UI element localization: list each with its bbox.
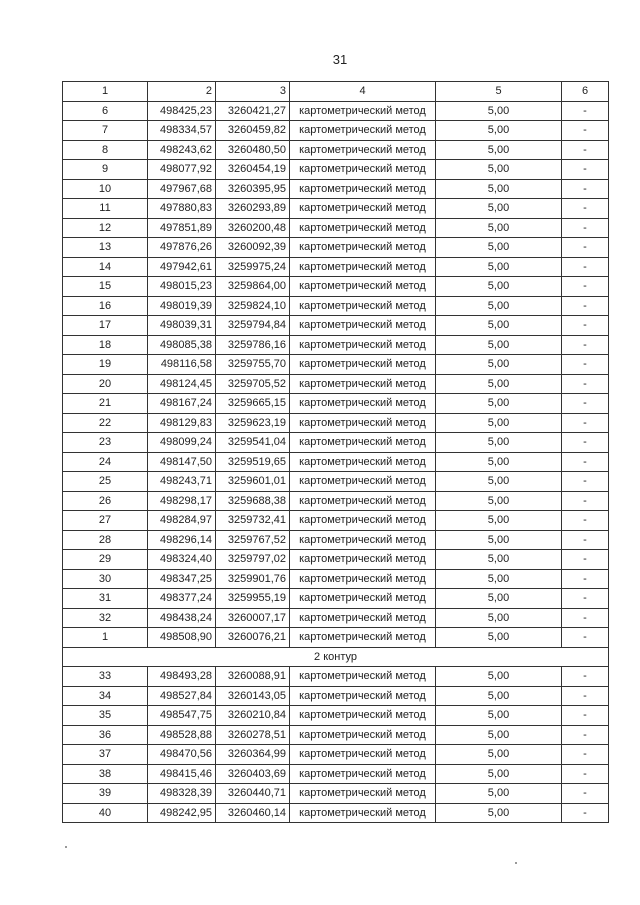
table-cell-col-4: картометрический метод	[290, 706, 436, 726]
table-row	[63, 277, 609, 297]
table-cell-col-4: 4	[290, 82, 436, 102]
table-cell-col-2: 498324,40	[148, 550, 216, 570]
table-cell-col-5: 5,00	[436, 394, 562, 414]
table-cell-col-3: 3260480,50	[216, 140, 290, 160]
table-cell-col-5: 5,00	[436, 472, 562, 492]
table-cell-col-3: 3259901,76	[216, 569, 290, 589]
table-cell-col-2: 498243,62	[148, 140, 216, 160]
page-number: 31	[332, 52, 348, 67]
table-cell-col-5: 5,00	[436, 784, 562, 804]
table-cell-col-2: 497942,61	[148, 257, 216, 277]
table-row	[63, 394, 609, 414]
table-row	[63, 452, 609, 472]
table-cell-col-5: 5,00	[436, 316, 562, 336]
table-row	[63, 491, 609, 511]
table-cell-col-3: 3260210,84	[216, 706, 290, 726]
table-row	[63, 140, 609, 160]
table-cell-col-3: 3259767,52	[216, 530, 290, 550]
table-row	[63, 101, 609, 121]
table-cell-col-5: 5,00	[436, 628, 562, 648]
table-cell-col-2: 498334,57	[148, 121, 216, 141]
table-row	[63, 413, 609, 433]
table-row	[63, 218, 609, 238]
table-cell-col-6: -	[562, 706, 609, 726]
table-cell-col-2: 498377,24	[148, 589, 216, 609]
table-cell-col-6: -	[562, 296, 609, 316]
table-cell-col-3: 3	[216, 82, 290, 102]
table-cell-col-5: 5,00	[436, 491, 562, 511]
table-row	[63, 257, 609, 277]
contour-label: 2 контур	[63, 647, 609, 667]
table-cell-col-2: 498298,17	[148, 491, 216, 511]
table-row	[63, 472, 609, 492]
table-cell-col-3: 3259601,01	[216, 472, 290, 492]
table-cell-col-6: -	[562, 667, 609, 687]
table-row	[63, 667, 609, 687]
table-cell-col-6: -	[562, 803, 609, 823]
table-cell-col-1: 9	[63, 160, 148, 180]
table-cell-col-2: 498085,38	[148, 335, 216, 355]
table-cell-col-1: 12	[63, 218, 148, 238]
table-cell-col-6: -	[562, 745, 609, 765]
table-cell-col-1: 19	[63, 355, 148, 375]
table-cell-col-5: 5,00	[436, 160, 562, 180]
table-row	[63, 589, 609, 609]
table-cell-col-1: 32	[63, 608, 148, 628]
table-cell-col-4: картометрический метод	[290, 335, 436, 355]
table-cell-col-1: 40	[63, 803, 148, 823]
table-cell-col-1: 21	[63, 394, 148, 414]
table-cell-col-5: 5,00	[436, 433, 562, 453]
table-row	[63, 706, 609, 726]
table-cell-col-3: 3260293,89	[216, 199, 290, 219]
table-cell-col-5: 5,00	[436, 140, 562, 160]
table-cell-col-4: картометрический метод	[290, 511, 436, 531]
table-cell-col-6: -	[562, 511, 609, 531]
table-cell-col-3: 3259797,02	[216, 550, 290, 570]
table-cell-col-4: картометрический метод	[290, 218, 436, 238]
table-cell-col-3: 3259794,84	[216, 316, 290, 336]
table-row	[63, 238, 609, 258]
table-cell-col-1: 22	[63, 413, 148, 433]
table-cell-col-6: -	[562, 257, 609, 277]
scan-dot	[65, 846, 67, 848]
table-cell-col-2: 498077,92	[148, 160, 216, 180]
table-cell-col-6: -	[562, 589, 609, 609]
table-cell-col-5: 5,00	[436, 530, 562, 550]
table-cell-col-2: 498296,14	[148, 530, 216, 550]
table-cell-col-1: 26	[63, 491, 148, 511]
table-cell-col-5: 5,00	[436, 608, 562, 628]
table-cell-col-5: 5,00	[436, 686, 562, 706]
table-cell-col-5: 5,00	[436, 452, 562, 472]
table-cell-col-2: 498438,24	[148, 608, 216, 628]
table-row	[63, 550, 609, 570]
table-cell-col-3: 3260076,21	[216, 628, 290, 648]
table-cell-col-4: картометрический метод	[290, 784, 436, 804]
table-cell-col-2: 498167,24	[148, 394, 216, 414]
table-cell-col-2: 2	[148, 82, 216, 102]
table-cell-col-6: -	[562, 413, 609, 433]
table-cell-col-6: -	[562, 452, 609, 472]
table-cell-col-1: 7	[63, 121, 148, 141]
table-cell-col-5: 5,00	[436, 296, 562, 316]
table-cell-col-2: 498528,88	[148, 725, 216, 745]
table-cell-col-4: картометрический метод	[290, 608, 436, 628]
table-cell-col-6: -	[562, 764, 609, 784]
table-cell-col-1: 11	[63, 199, 148, 219]
table-row	[63, 569, 609, 589]
table-cell-col-1: 31	[63, 589, 148, 609]
table-row	[63, 433, 609, 453]
table-cell-col-6: 6	[562, 82, 609, 102]
table-cell-col-2: 498242,95	[148, 803, 216, 823]
table-cell-col-4: картометрический метод	[290, 686, 436, 706]
table-cell-col-2: 498328,39	[148, 784, 216, 804]
table-cell-col-3: 3259975,24	[216, 257, 290, 277]
table-cell-col-5: 5,00	[436, 199, 562, 219]
table-cell-col-1: 36	[63, 725, 148, 745]
table-cell-col-4: картометрический метод	[290, 179, 436, 199]
table-cell-col-3: 3260143,05	[216, 686, 290, 706]
table-cell-col-5: 5,00	[436, 238, 562, 258]
table-cell-col-1: 23	[63, 433, 148, 453]
table-cell-col-2: 498508,90	[148, 628, 216, 648]
table-cell-col-6: -	[562, 608, 609, 628]
table-cell-col-5: 5,00	[436, 335, 562, 355]
table-cell-col-3: 3259519,65	[216, 452, 290, 472]
table-cell-col-4: картометрический метод	[290, 121, 436, 141]
table-cell-col-1: 14	[63, 257, 148, 277]
table-cell-col-3: 3259705,52	[216, 374, 290, 394]
table-cell-col-4: картометрический метод	[290, 803, 436, 823]
table-cell-col-6: -	[562, 238, 609, 258]
table-cell-col-6: -	[562, 179, 609, 199]
table-cell-col-1: 18	[63, 335, 148, 355]
table-cell-col-3: 3260403,69	[216, 764, 290, 784]
table-cell-col-2: 498547,75	[148, 706, 216, 726]
table-cell-col-4: картометрический метод	[290, 764, 436, 784]
table-cell-col-4: картометрический метод	[290, 316, 436, 336]
table-cell-col-4: картометрический метод	[290, 433, 436, 453]
table-cell-col-3: 3260200,48	[216, 218, 290, 238]
table-cell-col-4: картометрический метод	[290, 472, 436, 492]
table-cell-col-5: 5,00	[436, 413, 562, 433]
table-cell-col-5: 5,00	[436, 374, 562, 394]
table-cell-col-4: картометрический метод	[290, 160, 436, 180]
scan-dot	[515, 862, 517, 864]
table-cell-col-4: картометрический метод	[290, 452, 436, 472]
table-cell-col-6: -	[562, 140, 609, 160]
table-cell-col-4: картометрический метод	[290, 745, 436, 765]
table-cell-col-6: -	[562, 277, 609, 297]
table-cell-col-3: 3260088,91	[216, 667, 290, 687]
table-cell-col-5: 5,00	[436, 589, 562, 609]
table-cell-col-6: -	[562, 199, 609, 219]
table-cell-col-4: картометрический метод	[290, 550, 436, 570]
table-row	[63, 316, 609, 336]
table-cell-col-4: картометрический метод	[290, 374, 436, 394]
contour-heading-row	[63, 647, 609, 667]
table-row	[63, 179, 609, 199]
table-cell-col-4: картометрический метод	[290, 257, 436, 277]
table-cell-col-1: 39	[63, 784, 148, 804]
table-cell-col-4: картометрический метод	[290, 355, 436, 375]
table-cell-col-6: -	[562, 218, 609, 238]
table-cell-col-5: 5,00	[436, 277, 562, 297]
table-cell-col-4: картометрический метод	[290, 589, 436, 609]
table-cell-col-2: 498425,23	[148, 101, 216, 121]
table-row	[63, 608, 609, 628]
table-cell-col-1: 30	[63, 569, 148, 589]
table-cell-col-1: 28	[63, 530, 148, 550]
table-cell-col-5: 5,00	[436, 101, 562, 121]
table-cell-col-3: 3259688,38	[216, 491, 290, 511]
table-cell-col-3: 3259665,15	[216, 394, 290, 414]
table-cell-col-5: 5,00	[436, 218, 562, 238]
table-cell-col-4: картометрический метод	[290, 394, 436, 414]
table-cell-col-3: 3259864,00	[216, 277, 290, 297]
table-row	[63, 335, 609, 355]
table-cell-col-4: картометрический метод	[290, 628, 436, 648]
table-cell-col-4: картометрический метод	[290, 296, 436, 316]
table-cell-col-2: 497880,83	[148, 199, 216, 219]
table-row	[63, 160, 609, 180]
table-cell-col-1: 29	[63, 550, 148, 570]
table-cell-col-3: 3259955,19	[216, 589, 290, 609]
table-row	[63, 764, 609, 784]
table-cell-col-2: 498415,46	[148, 764, 216, 784]
table-cell-col-6: -	[562, 394, 609, 414]
table-cell-col-1: 35	[63, 706, 148, 726]
table-cell-col-4: картометрический метод	[290, 238, 436, 258]
table-cell-col-2: 498284,97	[148, 511, 216, 531]
table-cell-col-6: -	[562, 472, 609, 492]
table-cell-col-6: -	[562, 725, 609, 745]
table-row	[63, 725, 609, 745]
table-cell-col-1: 34	[63, 686, 148, 706]
table-cell-col-3: 3259786,16	[216, 335, 290, 355]
table-cell-col-2: 498147,50	[148, 452, 216, 472]
table-row	[63, 511, 609, 531]
table-cell-col-4: картометрический метод	[290, 413, 436, 433]
table-cell-col-3: 3260459,82	[216, 121, 290, 141]
table-cell-col-1: 17	[63, 316, 148, 336]
table-cell-col-1: 25	[63, 472, 148, 492]
table-row	[63, 803, 609, 823]
table-cell-col-5: 5,00	[436, 511, 562, 531]
table-row	[63, 199, 609, 219]
table-cell-col-5: 5,00	[436, 257, 562, 277]
table-cell-col-2: 498527,84	[148, 686, 216, 706]
table-cell-col-2: 498039,31	[148, 316, 216, 336]
table-cell-col-2: 498015,23	[148, 277, 216, 297]
table-header-row	[63, 82, 609, 102]
table-cell-col-6: -	[562, 433, 609, 453]
table-cell-col-5: 5,00	[436, 725, 562, 745]
table-cell-col-3: 3260421,27	[216, 101, 290, 121]
table-cell-col-2: 498470,56	[148, 745, 216, 765]
table-cell-col-3: 3260395,95	[216, 179, 290, 199]
table-cell-col-5: 5,00	[436, 745, 562, 765]
table-cell-col-1: 8	[63, 140, 148, 160]
table-cell-col-6: -	[562, 160, 609, 180]
table-cell-col-2: 497876,26	[148, 238, 216, 258]
coordinates-table	[62, 81, 609, 823]
table-cell-col-4: картометрический метод	[290, 101, 436, 121]
table-cell-col-3: 3260092,39	[216, 238, 290, 258]
table-row	[63, 686, 609, 706]
table-cell-col-1: 13	[63, 238, 148, 258]
table-cell-col-1: 10	[63, 179, 148, 199]
table-cell-col-6: -	[562, 686, 609, 706]
table-cell-col-3: 3260364,99	[216, 745, 290, 765]
table-cell-col-3: 3260440,71	[216, 784, 290, 804]
table-cell-col-1: 27	[63, 511, 148, 531]
table-cell-col-2: 498347,25	[148, 569, 216, 589]
table-cell-col-2: 498019,39	[148, 296, 216, 316]
table-cell-col-5: 5,00	[436, 803, 562, 823]
table-cell-col-5: 5,00	[436, 667, 562, 687]
table-cell-col-6: -	[562, 569, 609, 589]
table-cell-col-5: 5,00	[436, 121, 562, 141]
table-cell-col-3: 3259755,70	[216, 355, 290, 375]
table-cell-col-2: 498116,58	[148, 355, 216, 375]
table-row	[63, 374, 609, 394]
table-cell-col-4: картометрический метод	[290, 569, 436, 589]
table-cell-col-1: 33	[63, 667, 148, 687]
table-cell-col-4: картометрический метод	[290, 140, 436, 160]
table-cell-col-1: 1	[63, 82, 148, 102]
table-cell-col-6: -	[562, 628, 609, 648]
table-cell-col-3: 3259824,10	[216, 296, 290, 316]
table-cell-col-4: картометрический метод	[290, 491, 436, 511]
table-cell-col-5: 5,00	[436, 764, 562, 784]
table-cell-col-3: 3260278,51	[216, 725, 290, 745]
table-cell-col-3: 3259623,19	[216, 413, 290, 433]
table-cell-col-5: 5,00	[436, 179, 562, 199]
table-cell-col-2: 498493,28	[148, 667, 216, 687]
table-cell-col-3: 3260454,19	[216, 160, 290, 180]
table-cell-col-2: 498099,24	[148, 433, 216, 453]
table-cell-col-1: 15	[63, 277, 148, 297]
table-cell-col-2: 498129,83	[148, 413, 216, 433]
table-cell-col-5: 5	[436, 82, 562, 102]
table-row	[63, 355, 609, 375]
table-cell-col-1: 6	[63, 101, 148, 121]
table-cell-col-2: 498243,71	[148, 472, 216, 492]
table-cell-col-4: картометрический метод	[290, 277, 436, 297]
table-cell-col-1: 37	[63, 745, 148, 765]
table-row	[63, 296, 609, 316]
table-cell-col-1: 16	[63, 296, 148, 316]
table-cell-col-6: -	[562, 491, 609, 511]
table-cell-col-3: 3259732,41	[216, 511, 290, 531]
table-cell-col-4: картометрический метод	[290, 530, 436, 550]
table-cell-col-6: -	[562, 784, 609, 804]
table-cell-col-4: картометрический метод	[290, 725, 436, 745]
table-row	[63, 628, 609, 648]
table-cell-col-6: -	[562, 530, 609, 550]
table-cell-col-4: картометрический метод	[290, 667, 436, 687]
table-cell-col-4: картометрический метод	[290, 199, 436, 219]
table-cell-col-6: -	[562, 316, 609, 336]
table-cell-col-1: 38	[63, 764, 148, 784]
table-cell-col-3: 3260460,14	[216, 803, 290, 823]
table-cell-col-6: -	[562, 121, 609, 141]
table-cell-col-6: -	[562, 335, 609, 355]
table-cell-col-6: -	[562, 355, 609, 375]
table-cell-col-5: 5,00	[436, 706, 562, 726]
table-row	[63, 745, 609, 765]
table-cell-col-1: 20	[63, 374, 148, 394]
table-row	[63, 784, 609, 804]
table-cell-col-2: 497967,68	[148, 179, 216, 199]
table-cell-col-2: 497851,89	[148, 218, 216, 238]
table-cell-col-3: 3260007,17	[216, 608, 290, 628]
table-cell-col-1: 1	[63, 628, 148, 648]
table-cell-col-6: -	[562, 101, 609, 121]
table-row	[63, 121, 609, 141]
table-cell-col-5: 5,00	[436, 569, 562, 589]
table-row	[63, 530, 609, 550]
table-cell-col-1: 24	[63, 452, 148, 472]
table-cell-col-6: -	[562, 550, 609, 570]
table-cell-col-5: 5,00	[436, 355, 562, 375]
table-cell-col-5: 5,00	[436, 550, 562, 570]
table-cell-col-6: -	[562, 374, 609, 394]
table-cell-col-3: 3259541,04	[216, 433, 290, 453]
table-cell-col-2: 498124,45	[148, 374, 216, 394]
